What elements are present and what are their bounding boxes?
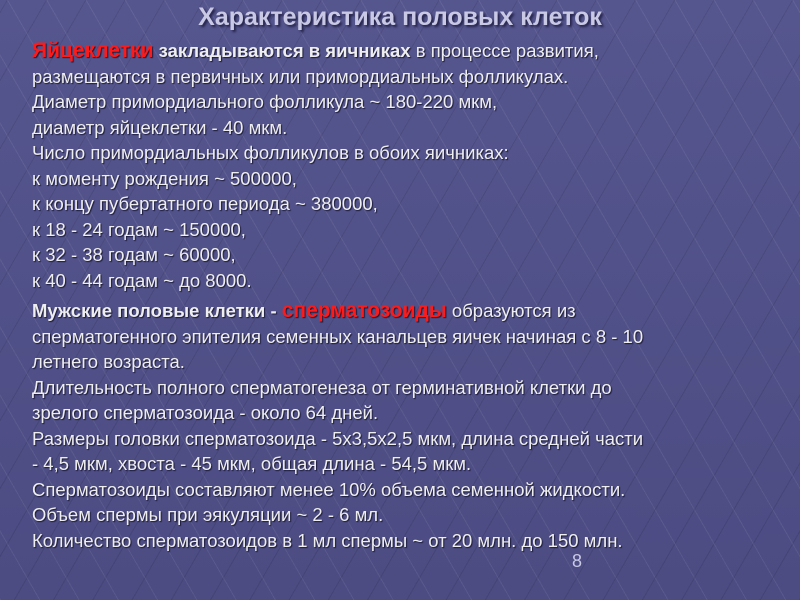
male-line: зрелого сперматозоида - около 64 дней. — [32, 402, 379, 423]
female-line: Диаметр примордиального фолликула ~ 180-220 мкм, — [32, 91, 498, 112]
female-line: диаметр яйцеклетки - 40 мкм. — [32, 116, 288, 138]
male-line: Размеры головки сперматозоида - 5х3,5х2,5 мкм, длина средней части — [32, 427, 644, 449]
male-line: летнего возраста. — [32, 351, 185, 372]
female-cells-paragraph — [32, 38, 782, 293]
female-line: к 40 - 44 годам ~ до 8000. — [32, 269, 252, 291]
slide-title: Характеристика половых клеток — [198, 3, 602, 31]
male-line: Объем спермы при эякуляции ~ 2 - 6 мл. — [32, 504, 384, 525]
slide-number: 8 — [572, 551, 583, 571]
male-line: - 4,5 мкм, хвоста - 45 мкм, общая длина - 54,5 мкм. — [32, 453, 472, 474]
female-line: к 18 - 24 годам ~ 150000, — [32, 218, 246, 240]
female-first-line-rest: в процессе развития, — [410, 40, 599, 61]
female-line: к 32 - 38 годам ~ 60000, — [32, 244, 236, 265]
male-cells-paragraph — [32, 298, 782, 553]
female-line: Число примордиальных фолликулов в обоих яичниках: — [32, 142, 509, 163]
male-line: Количество сперматозоидов в 1 мл спермы ~ от 20 млн. до 150 млн. — [32, 529, 623, 551]
egg-cells-term: Яйцеклетки — [32, 39, 154, 62]
female-line: к концу пубертатного периода ~ 380000, — [32, 193, 378, 214]
male-line: Длительность полного сперматогенеза от герминативной клетки до — [32, 376, 612, 398]
female-line: к моменту рождения ~ 500000, — [32, 167, 297, 189]
male-line: Сперматозоиды составляют менее 10% объема семенной жидкости. — [32, 478, 626, 500]
male-first-line — [32, 298, 782, 324]
male-first-line-rest: образуются из — [446, 300, 576, 321]
egg-cells-location: закладываются в яичниках — [153, 40, 411, 61]
male-line: сперматогенного эпителия семенных канальцев яичек начиная с 8 - 10 — [32, 325, 644, 347]
spermatozoa-term: сперматозоиды — [281, 299, 447, 322]
female-first-line — [32, 38, 782, 64]
slide-body — [32, 38, 782, 553]
female-line: размещаются в первичных или примордиальных фолликулах. — [32, 65, 569, 87]
male-cells-lead: Мужские половые клетки - — [32, 300, 282, 321]
